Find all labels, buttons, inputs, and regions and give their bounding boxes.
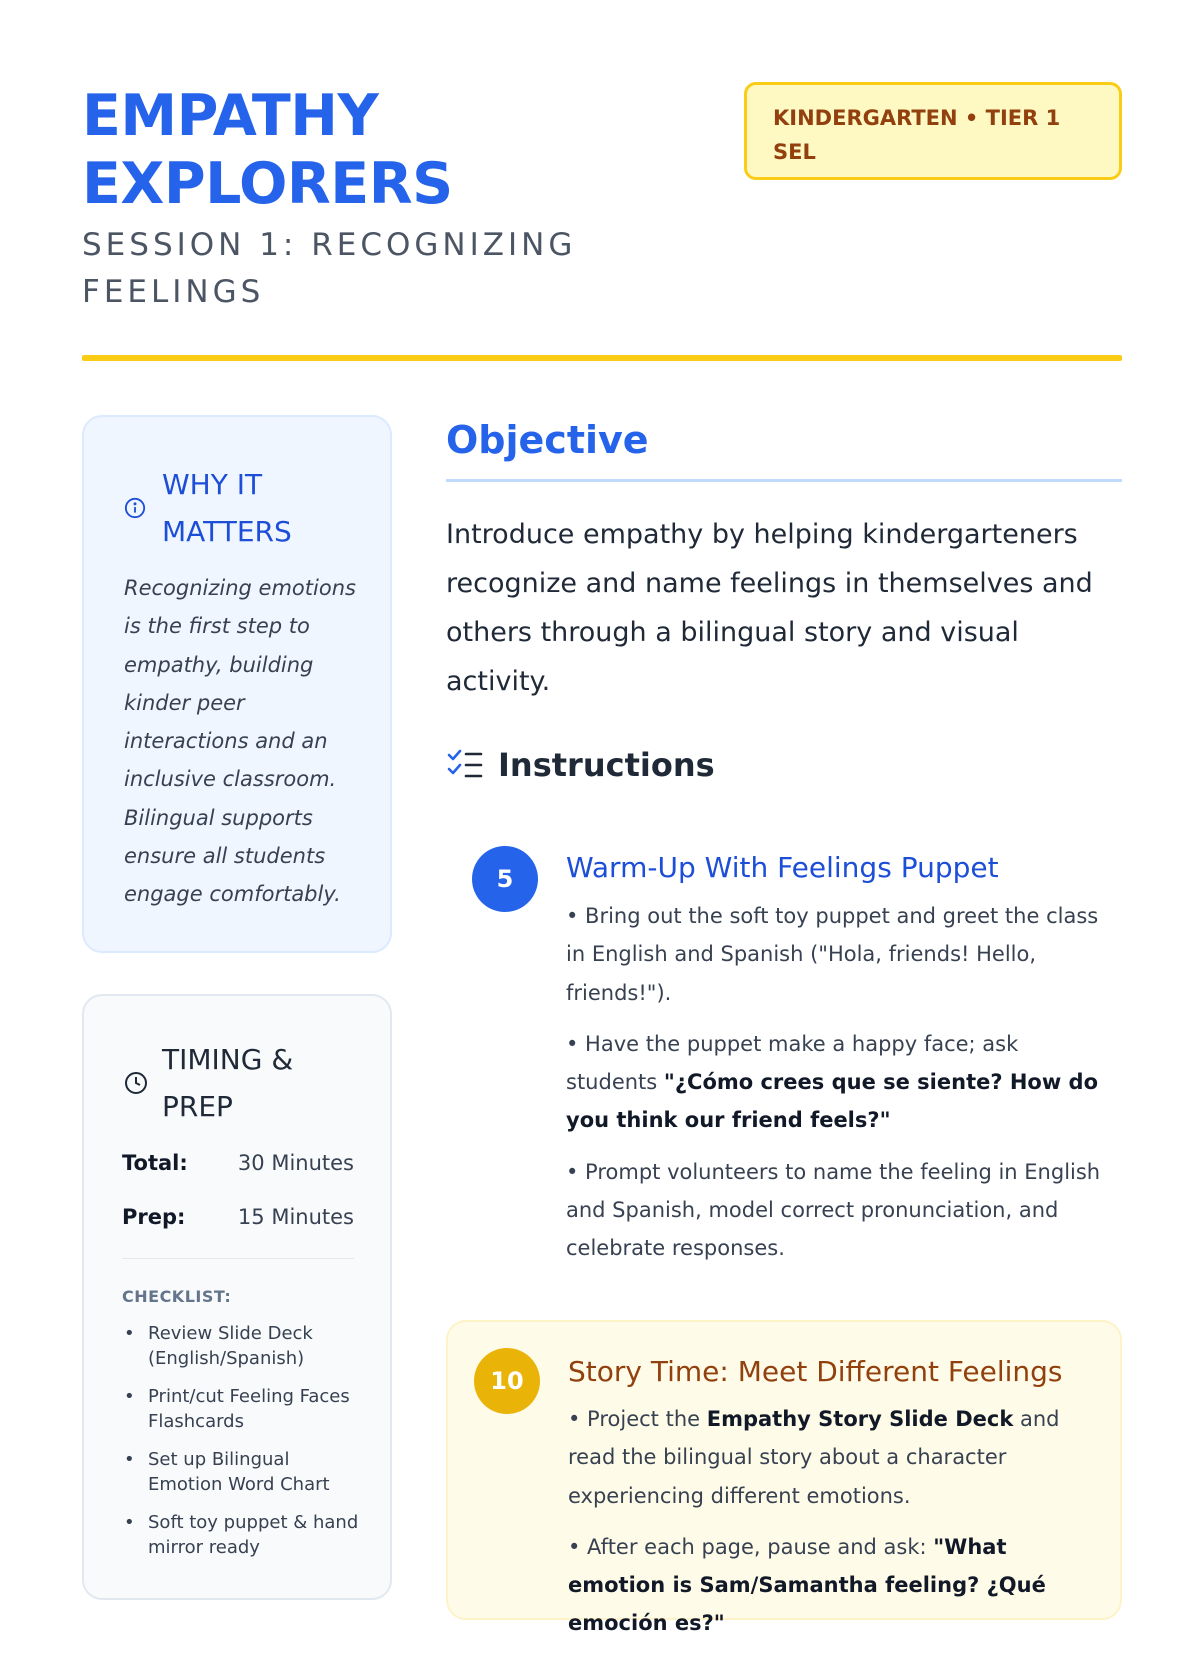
step-duration-badge: 10 bbox=[474, 1348, 540, 1414]
checklist-item: • Set up Bilingual Emotion Word Chart bbox=[122, 1447, 362, 1497]
session-subtitle: SESSION 1: RECOGNIZING FEELINGS bbox=[82, 227, 577, 310]
info-icon bbox=[124, 497, 146, 519]
step-bullet bbox=[568, 1400, 1108, 1515]
bullet-resource: Empathy Story Slide Deck bbox=[706, 1407, 1014, 1431]
timing-heading-row bbox=[124, 1036, 342, 1130]
prep-time-row bbox=[122, 1205, 354, 1229]
step-bullets bbox=[566, 897, 1106, 1281]
grade-badge: KINDERGARTEN • TIER 1 SEL bbox=[744, 82, 1122, 180]
step-title: Warm-Up With Feelings Puppet bbox=[566, 851, 999, 884]
total-label: Total: bbox=[122, 1151, 188, 1175]
step-title: Story Time: Meet Different Feelings bbox=[568, 1355, 1063, 1388]
why-it-matters-card bbox=[82, 415, 392, 953]
bullet-question: "What emotion is Sam/Samantha feeling? ¿Qué emoción es?" bbox=[568, 1534, 1046, 1636]
step-bullet: • Bring out the soft toy puppet and greet the class in English and Spanish ("Hola, friends! Hello, friends!"). bbox=[566, 904, 1099, 1005]
title-line-2: EXPLORERS bbox=[82, 151, 453, 217]
checklist-item: • Review Slide Deck (English/Spanish) bbox=[122, 1321, 362, 1371]
why-heading: WHY IT MATTERS bbox=[162, 468, 292, 548]
why-text: Recognizing emotions is the first step to empathy, building kinder peer interactions and an inclusive classroom. Bilingual supports ensure all students engage comfortably. bbox=[124, 576, 356, 907]
timing-divider bbox=[122, 1258, 354, 1259]
bullet-text: • Project the bbox=[568, 1407, 707, 1431]
objective-text: Introduce empathy by helping kindergarteners recognize and name feelings in themselves and others through a bilingual story and visual activity. bbox=[446, 519, 1093, 697]
step-bullets bbox=[568, 1400, 1108, 1656]
clock-icon bbox=[124, 1071, 148, 1095]
checklist-label: CHECKLIST: bbox=[122, 1287, 232, 1306]
step-bullet: • Prompt volunteers to name the feeling in English and Spanish, model correct pronunciation, and celebrate responses. bbox=[566, 1159, 1101, 1261]
step-bullet bbox=[566, 1025, 1106, 1140]
step-bullet bbox=[568, 1528, 1108, 1643]
bullet-text: and read the bilingual story about a character experiencing different emotions. bbox=[568, 1407, 1060, 1508]
step-duration-badge: 5 bbox=[472, 846, 538, 912]
instructions-heading-row bbox=[446, 746, 715, 784]
objective-heading: Objective bbox=[446, 418, 649, 462]
timing-heading: TIMING & PREP bbox=[162, 1043, 294, 1123]
prep-value: 15 Minutes bbox=[237, 1205, 354, 1229]
why-heading-row bbox=[124, 461, 342, 555]
page-title bbox=[82, 82, 702, 218]
total-value: 30 Minutes bbox=[237, 1151, 354, 1175]
objective-divider bbox=[446, 479, 1122, 482]
bullet-text: • After each page, pause and ask: bbox=[568, 1534, 934, 1559]
instructions-heading: Instructions bbox=[498, 746, 715, 784]
bullet-question: "¿Cómo crees que se siente? How do you think our friend feels?" bbox=[566, 1070, 1099, 1133]
checklist-icon bbox=[446, 748, 484, 782]
checklist-item: • Soft toy puppet & hand mirror ready bbox=[122, 1510, 362, 1560]
header-divider bbox=[82, 355, 1122, 361]
prep-checklist bbox=[122, 1321, 362, 1573]
bullet-text: • Have the puppet make a happy face; ask students bbox=[566, 1031, 1019, 1095]
title-line-1: EMPATHY bbox=[82, 83, 379, 149]
total-time-row bbox=[122, 1151, 354, 1175]
checklist-item: • Print/cut Feeling Faces Flashcards bbox=[122, 1384, 362, 1434]
prep-label: Prep: bbox=[122, 1205, 186, 1229]
